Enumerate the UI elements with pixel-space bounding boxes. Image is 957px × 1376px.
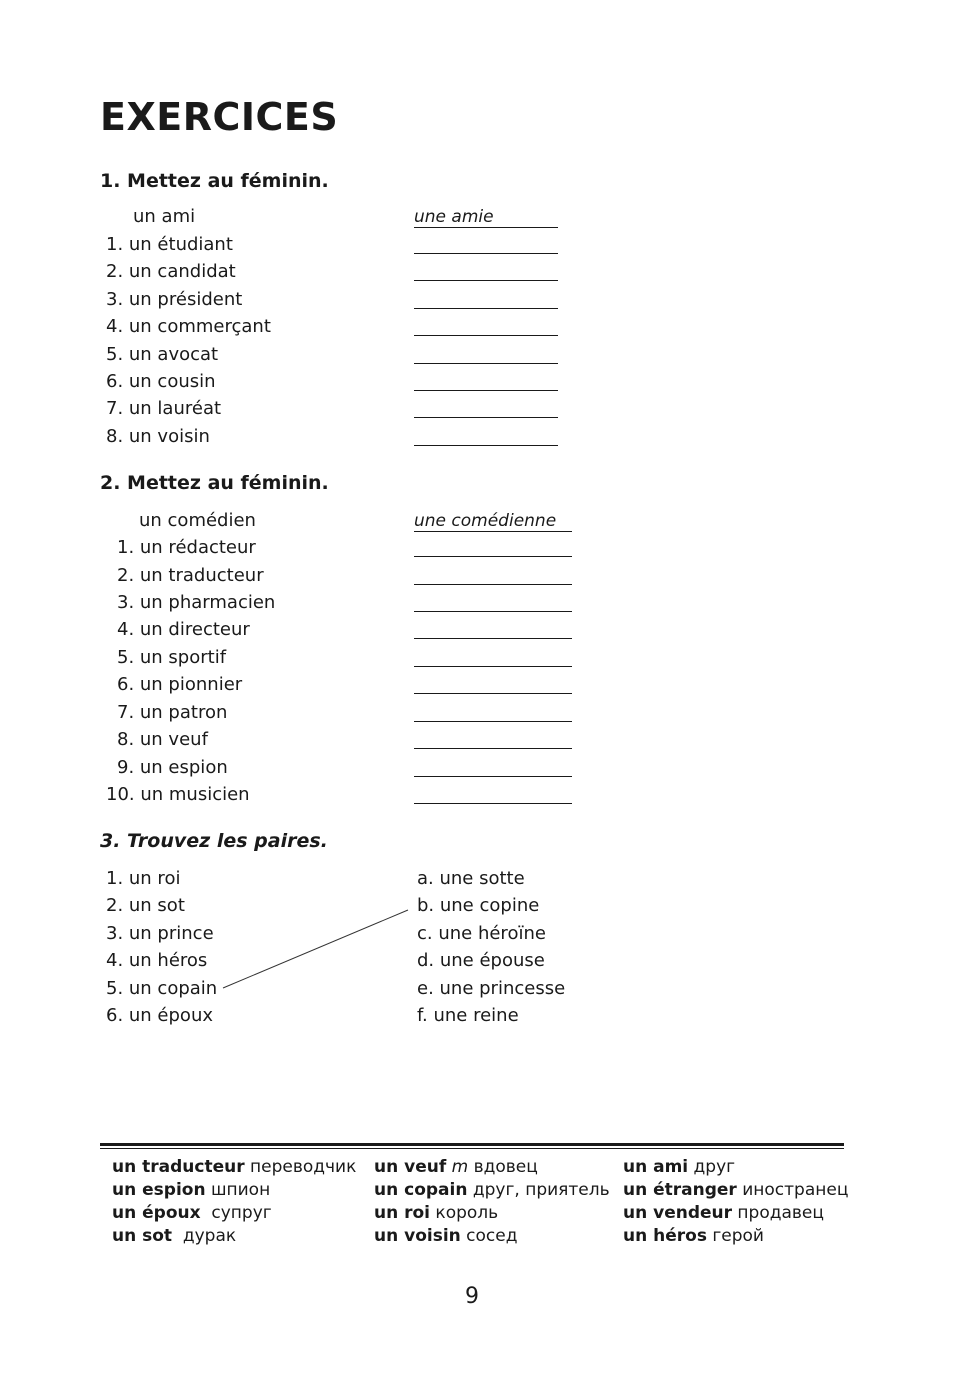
glossary-entry: un espion шпион [112,1180,271,1200]
exercise-1-item: 2. un candidat [106,261,236,282]
glossary-entry: un ami друг [623,1157,736,1177]
exercise-2-item: 8. un veuf [117,729,208,750]
exercise-3-left-item: 5. un copain [106,978,218,999]
page-title: EXERCICES [100,95,339,139]
glossary-divider [100,1148,844,1149]
exercise-3-left-item: 4. un héros [106,950,208,971]
exercise-3-right-item: b. une copine [417,895,540,916]
glossary-entry: un héros герой [623,1226,764,1246]
exercise-2-item: 5. un sportif [117,647,227,668]
exercise-1-item: 1. un étudiant [106,234,233,255]
exercise-2-example-word: un comédien [139,510,256,531]
exercise-1-item: 7. un lauréat [106,398,222,419]
glossary-entry: un roi король [374,1203,499,1223]
exercise-3-right-item: a. une sotte [417,868,525,889]
exercise-1-item: 3. un président [106,289,243,310]
exercise-1-example-word: un ami [133,206,196,227]
exercise-2-item: 4. un directeur [117,619,250,640]
exercise-1-heading: 1. Mettez au féminin. [100,170,329,192]
exercise-3-heading: 3. Trouvez les paires. [100,830,328,852]
glossary-entry: un sot дурак [112,1226,237,1246]
exercise-1-example-answer: une amie [414,207,558,228]
exercise-2-example-answer: une comédienne [414,511,572,532]
exercise-2-heading: 2. Mettez au féminin. [100,472,329,494]
glossary-entry: un traducteur переводчик [112,1157,357,1177]
exercise-2-item: 9. un espion [117,757,228,778]
glossary-column-3 [623,1156,848,1248]
exercise-3-right-item: c. une héroïne [417,923,546,944]
exercise-3-left-item: 1. un roi [106,868,181,889]
exercise-3-right-item: e. une princesse [417,978,566,999]
exercise-3-left-item: 2. un sot [106,895,185,916]
glossary-column-2 [374,1156,610,1248]
exercise-3-left-item: 3. un prince [106,923,214,944]
glossary-divider [100,1143,844,1146]
exercise-2-item: 1. un rédacteur [117,537,256,558]
glossary-column-1 [112,1156,356,1248]
glossary-entry: un copain друг, приятель [374,1180,610,1200]
glossary-entry: un voisin сосед [374,1226,518,1246]
exercise-1-item: 8. un voisin [106,426,210,447]
exercise-2-item: 3. un pharmacien [117,592,276,613]
glossary-entry: un veuf m вдовец [374,1157,538,1177]
exercise-1-item: 6. un cousin [106,371,216,392]
glossary-entry: un vendeur продавец [623,1203,824,1223]
exercise-2-item: 6. un pionnier [117,674,243,695]
exercise-1-item: 5. un avocat [106,344,219,365]
exercise-2-item: 7. un patron [117,702,228,723]
glossary-entry: un époux супруг [112,1203,272,1223]
exercise-2-item: 2. un traducteur [117,565,264,586]
exercise-3-right-item: f. une reine [417,1005,519,1026]
exercise-3-left-item: 6. un époux [106,1005,214,1026]
exercise-2-item: 10. un musicien [106,784,250,805]
glossary-entry: un étranger иностранец [623,1180,849,1200]
exercise-3-right-item: d. une épouse [417,950,545,971]
page-number: 9 [465,1284,479,1309]
exercise-1-item: 4. un commerçant [106,316,271,337]
